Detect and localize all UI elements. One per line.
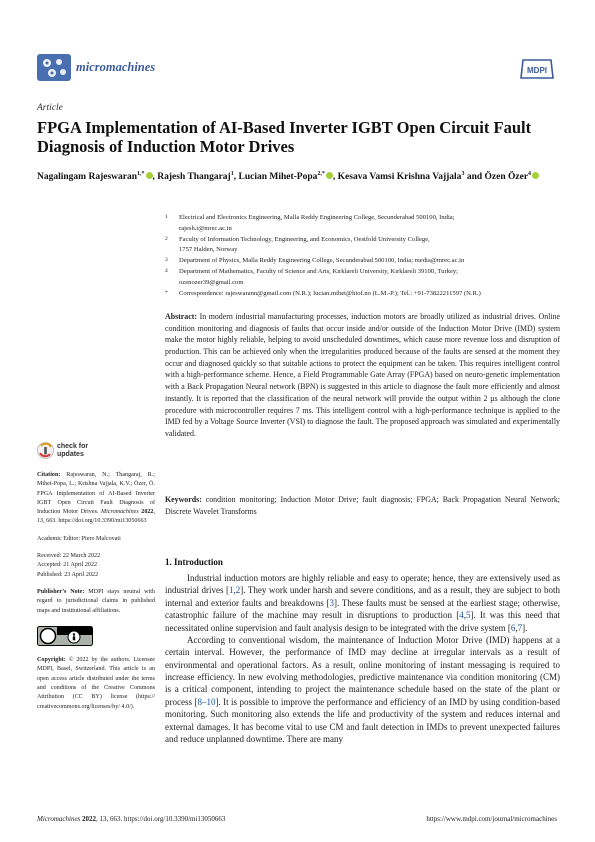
copyright-text: © 2022 by the authors. Licensee MDPI, Basel, Switzerland. This article is an open access article distributed under the terms and conditions of the Creative Commons Attribution (CC BY) license (https:// creativecommons.org/licenses/by/ 4.0/). [37, 657, 155, 710]
citation-year: 2022 [141, 509, 154, 516]
mdpi-logo [519, 58, 555, 80]
citation: Citation: Rajeswaran, N.; Thangaraj, R.; Mihet-Popa, L.; Krishna Vajjala, K.V.; Özer, Ö. FPGA Implementation of AI-Based Inverter IGBT Open Circuit Fault Diagnosis of Induction Motor Drives. Micromachines 2022, 13, 663. https://doi.org/10.3390/mi13050663 [37, 472, 155, 525]
affiliation-number: 1 [165, 214, 168, 220]
text-run: ]. These faults must be sensed at the earliest stage; otherwise, catastrophic failure of the machine may result in disruptions to production [ [165, 597, 560, 621]
affiliation-item [165, 289, 565, 300]
orcid-icon[interactable] [532, 172, 539, 179]
publisher-note-label: Publisher’s Note: [37, 588, 85, 595]
author-name: Nagalingam Rajeswaran [37, 172, 138, 183]
affiliation-line: rajesh.t@mrec.ac.in [179, 224, 232, 232]
author-name: Rajesh Thangaraj [157, 172, 231, 183]
affiliation-line: Department of Physics, Malla Reddy Engineering College, Secunderabad 500100, India; media@mrec.ac.in [179, 257, 465, 265]
footer-url[interactable]: https://www.mdpi.com/journal/micromachines [426, 815, 557, 823]
paragraph [165, 572, 560, 634]
reference-link[interactable]: 6 [510, 622, 516, 633]
text-run: , [515, 622, 518, 633]
orcid-icon[interactable] [326, 172, 333, 179]
reference-link[interactable]: 4 [459, 610, 464, 621]
copyright-label: Copyright: [37, 657, 66, 664]
date-line: Received: 22 March 2022 [37, 553, 101, 560]
paragraph [165, 634, 560, 745]
reference-link[interactable]: 2 [235, 585, 241, 596]
reference-link[interactable]: 3 [329, 597, 335, 608]
footer-doi: , 13, 663. https://doi.org/10.3390/mi13050663 [96, 815, 226, 823]
author-affiliation-mark: 1,* [137, 171, 145, 177]
affiliation-number: * [165, 289, 168, 296]
keywords [165, 494, 560, 517]
affiliation-number: 3 [165, 257, 168, 264]
text-run: According to conventional wisdom, the maintenance of Induction Motor Drive (IMD) happens at a certain interval. However, the performance of IMD may decline at irregular intervals as a result of environmental and operational factors. As a result, online monitoring of instant messaging is required to increase efficiency. In new evolving methodologies, predictive maintenance via condition monitoring (CM) is a critical component, intending to project the maintenance schedule based on the state of the plant or process [ [165, 634, 560, 707]
text-run: ]. It is possible to improve the performance and efficiency of an IMD by using condition-based monitoring. Such monitoring also extends the life and productivity of the system and reduces internal and external damages. It has become vital to use CM and fault detection in IMDs to prevent unexpected failures and reduce unplanned downtime. There are many [165, 696, 560, 744]
dates [37, 552, 155, 580]
affiliation-item [165, 213, 565, 235]
footer-citation [37, 815, 225, 823]
orcid-icon[interactable] [146, 172, 153, 179]
affiliation-line: Correspondence: rajeswarann@gmail.com (N.R.); lucian.mihet@hiof.no (L.M.-P.); Tel.: +91-73822211597 (N.R.) [179, 289, 481, 297]
section-heading: 1. Introduction [165, 557, 223, 567]
citation-doi: , 663. https://doi.org/10.3390/mi13050663 [43, 518, 147, 525]
check-for-updates[interactable] [37, 440, 155, 466]
abstract [165, 311, 560, 440]
author-list: Nagalingam Rajeswaran$^{1,*}$ , Rajesh Thangaraj$^1$, Lucian Mihet-Popa$^{2,*}$ , Kesava Vamsi Krishna Vajjala$^3$ and Özen Özer$^4$ [37, 167, 562, 184]
reference-link[interactable]: 1 [229, 585, 234, 596]
journal-name: micromachines [76, 60, 156, 74]
reference-link[interactable]: 5 [465, 610, 471, 621]
affiliation-number: 4 [165, 267, 168, 274]
affiliation-number: 2 [165, 235, 168, 242]
academic-editor: Academic Editor: Piero Malcovati [37, 535, 121, 542]
author-affiliation-mark: 4 [528, 171, 532, 177]
sidebar [37, 440, 155, 712]
copyright [37, 656, 155, 712]
citation-journal: Micromachines [101, 509, 139, 516]
affiliation-line: Electrical and Electronics Engineering, Malla Reddy Engineering College, Secunderabad 500100, India; [179, 214, 455, 221]
text-run: ]. [522, 622, 528, 633]
author-name: Özen Özer [484, 172, 529, 183]
check-updates-line2: updates [57, 451, 84, 458]
author-affiliation-mark: 3 [461, 171, 465, 177]
check-updates-icon [37, 442, 54, 459]
author-affiliation-mark: 2,* [317, 171, 325, 177]
footer-year: 2022 [82, 815, 97, 823]
publisher-note [37, 588, 155, 616]
affiliation-item [165, 256, 565, 267]
text-run: , [233, 585, 236, 596]
date-line: Published: 23 April 2022 [37, 571, 99, 578]
affiliation-item [165, 267, 565, 289]
keywords-text: condition monitoring; Induction Motor Drive; fault diagnosis; FPGA; Back Propagation Neural Network; Discrete Wavelet Transforms [165, 495, 560, 516]
abstract-text: In modern industrial manufacturing processes, induction motors are broadly utilized as industrial drives. Online condition monitoring and diagnosis of faults that occur inside and/or outside of the Induction Motor Drive (IMD) system make the motor highly reliable, helping to avoid unscheduled downtimes, which cause more revenue loss and disruption of production. This can be achieved only when the irregularities produced because of the faults are sensed at the moment they occur and diagnosed quickly so that suitable actions to protect the equipment can be taken. This requires intelligent control with a high-performance scheme. Hence, a Field Programmable Gate Array (FPGA) based on neuro-genetic implementation with a Back Propagation Neural network (BPN) is suggested in this article to diagnose the fault more efficiently and almost instantly. It is reported that the classification of the neural network will provide the output within 2 µs although the clone procedure with microcontroller requires 7 ms. This intelligent control with a high-performance technique is applied to the IMD fed by a Voltage Source Inverter (VSI) to diagnose the fault. The proposed approach was simulated and experimentally validated. [165, 312, 560, 438]
journal-logo [37, 54, 71, 81]
affiliation-item [165, 235, 565, 257]
author-name: Lucian Mihet-Popa [238, 172, 318, 183]
citation-volume: 13 [37, 518, 44, 525]
affiliations [165, 213, 565, 299]
introduction-body [165, 572, 560, 745]
affiliation-line: ozenozer39@gmail.com [179, 278, 244, 286]
text-run: ]. It was this need that necessitated online supervision and fault analysis design to be integrated with the drive system [ [165, 610, 560, 633]
check-updates-line1: check for [57, 443, 89, 450]
text-run: , [463, 610, 466, 621]
reference-link[interactable]: 8–10 [197, 696, 216, 707]
citation-text: Rajeswaran, N.; Thangaraj, R.; Mihet-Popa, L.; Krishna Vajjala, K.V.; Özer, Ö. FPGA Implementation of AI-Based Inverter IGBT Open Circuit Fault Diagnosis of Induction Motor Drives. [37, 472, 155, 516]
reference-link[interactable]: 7 [517, 622, 523, 633]
affiliation-line: 1757 Halden, Norway [179, 246, 238, 254]
affiliation-line: Faculty of Information Technology, Engineering, and Economics, Oestfold University College, [179, 235, 430, 243]
cc-by-license-icon[interactable] [37, 626, 93, 646]
citation-label: Citation: [37, 472, 61, 478]
text-run: Industrial induction motors are highly reliable and easy to operate; hence, they are extensively used as industrial drives [ [165, 573, 560, 596]
article-type: Article [37, 103, 63, 113]
date-line: Accepted: 21 April 2022 [37, 562, 98, 569]
footer-journal: Micromachines [37, 815, 81, 823]
mdpi-logo-text: MDPI [527, 66, 547, 75]
author-affiliation-mark: 1 [230, 171, 234, 177]
text-run: ]. They work under harsh and severe conditions, and as a result, they are subject to both internal and exterior faults and breakdowns [ [165, 585, 560, 608]
article-title: FPGA Implementation of AI-Based Inverter IGBT Open Circuit Fault Diagnosis of Induction Motor Drives [37, 118, 532, 156]
abstract-label: Abstract: [165, 312, 197, 321]
author-name: Kesava Vamsi Krishna Vajjala [337, 172, 462, 183]
keywords-label: Keywords: [165, 495, 202, 504]
publisher-note-text: MDPI stays neutral with regard to jurisdictional claims in published maps and institutional affiliations. [37, 588, 155, 614]
affiliation-line: Department of Mathematics, Faculty of Science and Arts, Kırklareli University, Kırklareli 39100, Turkey; [179, 267, 459, 275]
